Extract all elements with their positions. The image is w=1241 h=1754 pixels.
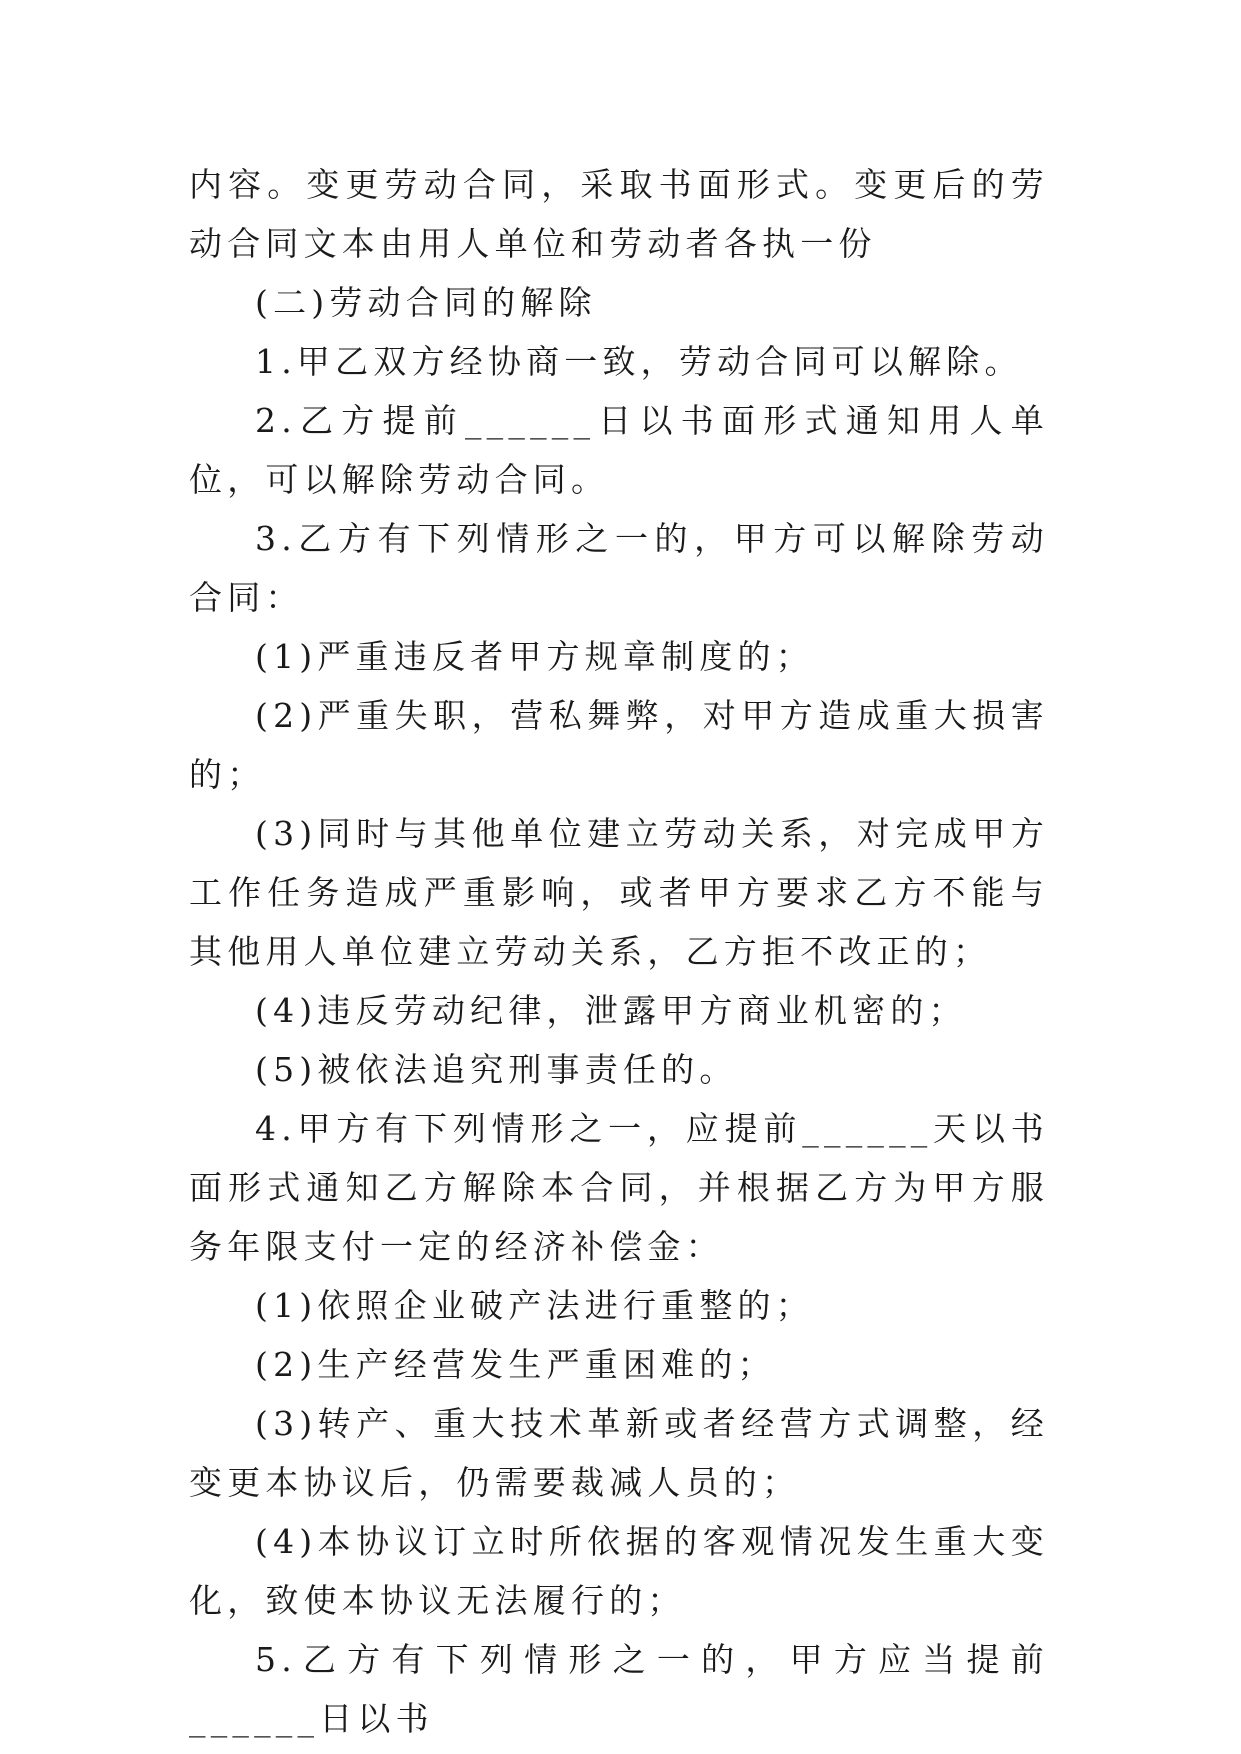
- sub-clause-item: (4)本协议订立时所依据的客观情况发生重大变化，致使本协议无法履行的；: [189, 1522, 1049, 1620]
- paragraph: 内容。变更劳动合同，采取书面形式。变更后的劳动合同文本由用人单位和劳动者各执一份: [189, 165, 1049, 263]
- sub-clause-item: (1)严重违反者甲方规章制度的；: [255, 637, 814, 676]
- sub-clause-item: (2)生产经营发生严重困难的；: [255, 1345, 776, 1384]
- sub-clause-item: (3)同时与其他单位建立劳动关系，对完成甲方工作任务造成严重影响，或者甲方要求乙方不能与其他用人单位建立劳动关系，乙方拒不改正的；: [189, 814, 1049, 971]
- clause-item: 1.甲乙双方经协商一致，劳动合同可以解除。: [255, 342, 1023, 381]
- clause-item: 3.乙方有下列情形之一的，甲方可以解除劳动合同：: [189, 519, 1049, 617]
- sub-clause-item: (2)严重失职，营私舞弊，对甲方造成重大损害的；: [189, 696, 1049, 794]
- sub-clause-item: (4)违反劳动纪律，泄露甲方商业机密的；: [255, 991, 967, 1030]
- sub-clause-item: (5)被依法追究刑事责任的。: [255, 1050, 738, 1089]
- sub-clause-item: (1)依照企业破产法进行重整的；: [255, 1286, 814, 1325]
- sub-clause-item: (3)转产、重大技术革新或者经营方式调整，经变更本协议后，仍需要裁减人员的；: [189, 1404, 1049, 1502]
- section-heading: (二)劳动合同的解除: [255, 283, 597, 322]
- clause-item: 2.乙方提前______日以书面形式通知用人单位，可以解除劳动合同。: [189, 401, 1049, 499]
- document-body: [189, 155, 1049, 1748]
- clause-item: 4.甲方有下列情形之一，应提前______天以书面形式通知乙方解除本合同，并根据乙方为甲方服务年限支付一定的经济补偿金：: [189, 1109, 1049, 1266]
- clause-item: 5.乙方有下列情形之一的，甲方应当提前______日以书: [189, 1640, 1049, 1738]
